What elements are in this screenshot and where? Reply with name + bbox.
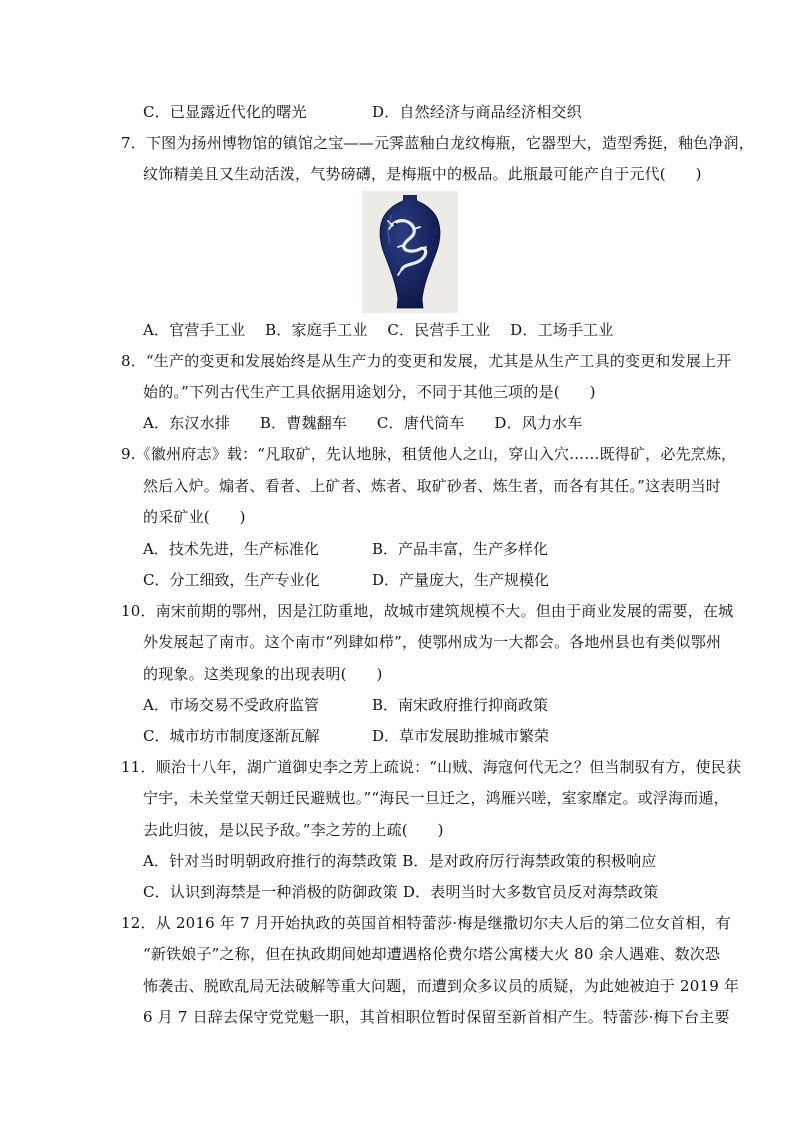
q9-option-c: C．分工细致，生产专业化: [143, 571, 320, 589]
q12-stem-line1: 12．从 2016 年 7 月开始执政的英国首相特蕾莎·梅是继撒切尔夫人后的第二位女首相，有: [121, 914, 731, 932]
q6-option-d: D．自然经济与商品经济相交织: [372, 103, 582, 121]
q12-stem-line2: “新铁娘子”之称，但在执政期间她却遭遇格伦费尔塔公寓楼大火 80 余人遇难、数次恐: [143, 945, 721, 963]
q12-stem-line4: 6 月 7 日辞去保守党党魁一职，其首相职位暂时保留至新首相产生。特蕾莎·梅下台主要: [143, 1008, 730, 1026]
q10-stem-line2: 外发展起了南市。这个南市“列肆如栉”，使鄂州成为一大都会。各地州县也有类似鄂州: [143, 633, 722, 651]
q9-option-d: D．产量庞大，生产规模化: [372, 571, 550, 589]
q9-option-b: B．产品丰富，生产多样化: [372, 540, 549, 558]
q11-options-cd: C．认识到海禁是一种消极的防御政策 D．表明当时大多数官员反对海禁政策: [143, 883, 659, 901]
q8-options: A．东汉水排 B．曹魏翻车 C．唐代筒车 D．风力水车: [143, 414, 583, 432]
q12-stem-line3: 怖袭击、脱欧乱局无法破解等重大问题，而遭到众多议员的质疑，为此她被迫于 2019 年: [143, 977, 740, 995]
q10-option-b: B．南宋政府推行抑商政策: [372, 696, 549, 714]
vase-figure: [362, 191, 458, 313]
q6-option-c: C．已显露近代化的曙光: [143, 103, 307, 121]
q9-stem-line2: 然后入炉。煽者、看者、上矿者、炼者、取矿砂者、炼生者，而各有其任。”这表明当时: [143, 477, 721, 495]
q11-options-ab: A．针对当时明朝政府推行的海禁政策 B．是对政府厉行海禁政策的积极响应: [143, 852, 657, 870]
q10-option-a: A．市场交易不受政府监管: [143, 696, 319, 714]
q7-options: A．官营手工业 B．家庭手工业 C．民营手工业 D．工场手工业: [143, 321, 614, 339]
q9-stem-line3: 的采矿业( ): [143, 508, 246, 526]
q11-stem-line2: 宁宇，未关堂堂天朝迁民避贼也。”“海民一旦迁之，鸿雁兴嗟，室家靡定。或浮海而遁，: [143, 789, 729, 807]
q10-stem-line1: 10．南宋前期的鄂州，因是江防重地，故城市建筑规模不大。但由于商业发展的需要，在城: [121, 602, 734, 620]
q11-stem-line3: 去此归彼，是以民予敌。”李之芳的上疏( ): [143, 821, 444, 839]
q9-option-a: A．技术先进，生产标准化: [143, 540, 319, 558]
q8-stem-line2: 始的。”下列古代生产工具依据用途划分，不同于其他三项的是( ): [143, 383, 596, 401]
blue-vase-dragon-icon: [362, 191, 458, 313]
q10-option-c: C．城市坊市制度逐渐瓦解: [143, 727, 320, 745]
q7-stem-line1: 7．下图为扬州博物馆的镇馆之宝——元霁蓝釉白龙纹梅瓶，它器型大，造型秀挺，釉色净润，: [121, 134, 754, 152]
q9-stem-line1: 9.《徽州府志》载：“凡取矿，先认地脉，租赁他人之山，穿山入穴……既得矿，必先烹炼，: [121, 445, 737, 463]
q11-stem-line1: 11．顺治十八年，湖广道御史李之芳上疏说：“山贼、海寇何代无之？但当制驭有方，使民获: [121, 758, 742, 776]
q7-stem-line2: 纹饰精美且又生动活泼，气势磅礴，是梅瓶中的极品。此瓶最可能产自于元代( ): [143, 165, 702, 183]
q10-option-d: D．草市发展助推城市繁荣: [372, 727, 550, 745]
q10-stem-line3: 的现象。这类现象的出现表明( ): [143, 665, 383, 683]
q8-stem-line1: 8．“生产的变更和发展始终是从生产力的变更和发展，尤其是从生产工具的变更和发展上开: [121, 352, 732, 370]
